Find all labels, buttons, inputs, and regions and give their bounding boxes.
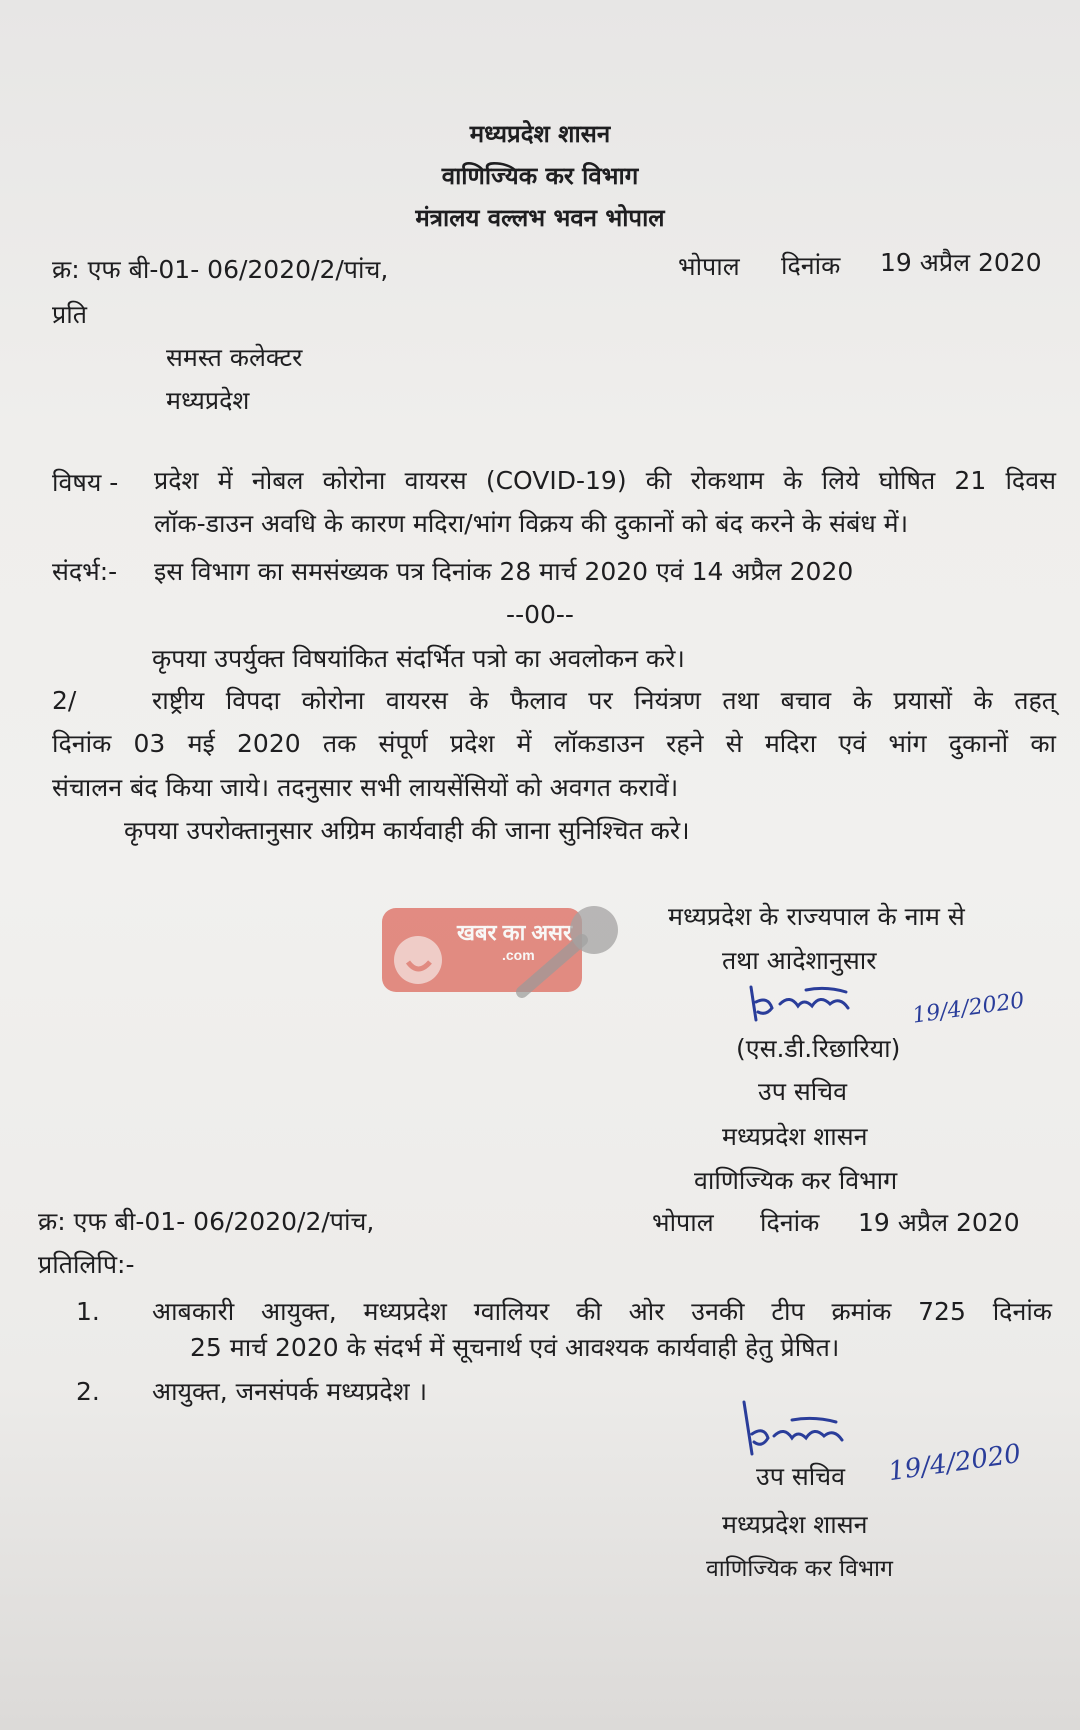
subject-label: विषय - (52, 468, 119, 497)
signatory-office-2: वाणिज्यिक कर विभाग (694, 1166, 898, 1195)
paragraph-2-number: 2/ (52, 686, 77, 715)
copy-item-1-line1: आबकारी आयुक्त, मध्यप्रदेश ग्वालियर की ओर उनकी टीप क्रमांक 725 दिनांक (152, 1297, 1052, 1326)
watermark-domain: .com (502, 947, 535, 963)
signature-1-date: 19/4/2020 (910, 988, 1027, 1029)
watermark-brand: खबर का असर (457, 920, 573, 945)
body-paragraph-2-line3: संचालन बंद किया जाये। तदनुसार सभी लायसेंसियों को अवगत करावें। (52, 773, 679, 802)
copy-label: प्रतिलिपि:- (38, 1250, 135, 1279)
header-government: मध्यप्रदेश शासन (469, 120, 611, 148)
addressee-line2: मध्यप्रदेश (166, 386, 250, 415)
separator: --00-- (506, 600, 574, 629)
signature-2-scribble (740, 1400, 880, 1456)
signature-2-date: 19/4/2020 (886, 1438, 1023, 1488)
subject-line2: लॉक-डाउन अवधि के कारण मदिरा/भांग विक्रय की दुकानों को बंद करने के संबंध में। (154, 509, 909, 538)
copy-date: 19 अप्रैल 2020 (858, 1208, 1020, 1237)
subject-line1: प्रदेश में नोबल कोरोना वायरस (COVID-19) की रोकथाम के लिये घोषित 21 दिवस (154, 466, 1056, 495)
body-paragraph-1: कृपया उपर्युक्त विषयांकित संदर्भित पत्रो का अवलोकन करे। (152, 644, 685, 673)
copy-date-label: दिनांक (760, 1208, 820, 1237)
copy-item-2-number: 2. (76, 1377, 100, 1406)
reference-date: 19 अप्रैल 2020 (880, 248, 1042, 277)
body-paragraph-2-line2: दिनांक 03 मई 2020 तक संपूर्ण प्रदेश में लॉकडाउन रहने से मदिरा एवं भांग दुकानों का (52, 729, 1056, 758)
copy-item-1-line2: 25 मार्च 2020 के संदर्भ में सूचनार्थ एवं आवश्यक कार्यवाही हेतु प्रेषित। (190, 1333, 840, 1362)
watermark-mic-icon (570, 906, 618, 954)
copy-reference-number: क्र: एफ बी-01- 06/2020/2/पांच, (38, 1207, 375, 1236)
reference-place: भोपाल (678, 252, 740, 281)
copy-place: भोपाल (652, 1208, 714, 1237)
reference-date-label: दिनांक (781, 251, 841, 280)
copy-item-2-line1: आयुक्त, जनसंपर्क मध्यप्रदेश । (152, 1377, 428, 1406)
copy-signatory-office-1: मध्यप्रदेश शासन (722, 1510, 868, 1539)
signatory-office-1: मध्यप्रदेश शासन (722, 1122, 868, 1151)
reference-text: इस विभाग का समसंख्यक पत्र दिनांक 28 मार्च 2020 एवं 14 अप्रैल 2020 (154, 557, 854, 586)
reference-number: क्र: एफ बी-01- 06/2020/2/पांच, (52, 255, 389, 284)
to-label: प्रति (52, 300, 87, 329)
watermark-emblem (394, 936, 442, 984)
khabar-ka-asar-watermark (382, 900, 632, 1000)
signatory-authority-line2: तथा आदेशानुसार (722, 946, 877, 975)
header-department: वाणिज्यिक कर विभाग (441, 162, 639, 190)
signatory-authority-line1: मध्यप्रदेश के राज्यपाल के नाम से (668, 902, 965, 931)
signature-1-scribble (746, 982, 886, 1022)
header-address: मंत्रालय वल्लभ भवन भोपाल (415, 204, 665, 232)
body-paragraph-2-line1: राष्ट्रीय विपदा कोरोना वायरस के फैलाव पर नियंत्रण तथा बचाव के प्रयासों के तहत् (152, 686, 1056, 715)
copy-signatory-designation: उप सचिव (756, 1462, 845, 1491)
signatory-name: (एस.डी.रिछारिया) (736, 1034, 901, 1063)
addressee-line1: समस्त कलेक्टर (166, 343, 303, 372)
copy-item-1-number: 1. (76, 1297, 100, 1326)
body-paragraph-3: कृपया उपरोक्तानुसार अग्रिम कार्यवाही की जाना सुनिश्चित करे। (124, 816, 690, 845)
signatory-designation: उप सचिव (758, 1077, 847, 1106)
copy-signatory-office-2: वाणिज्यिक कर विभाग (706, 1556, 893, 1582)
reference-label: संदर्भ:- (52, 557, 118, 586)
